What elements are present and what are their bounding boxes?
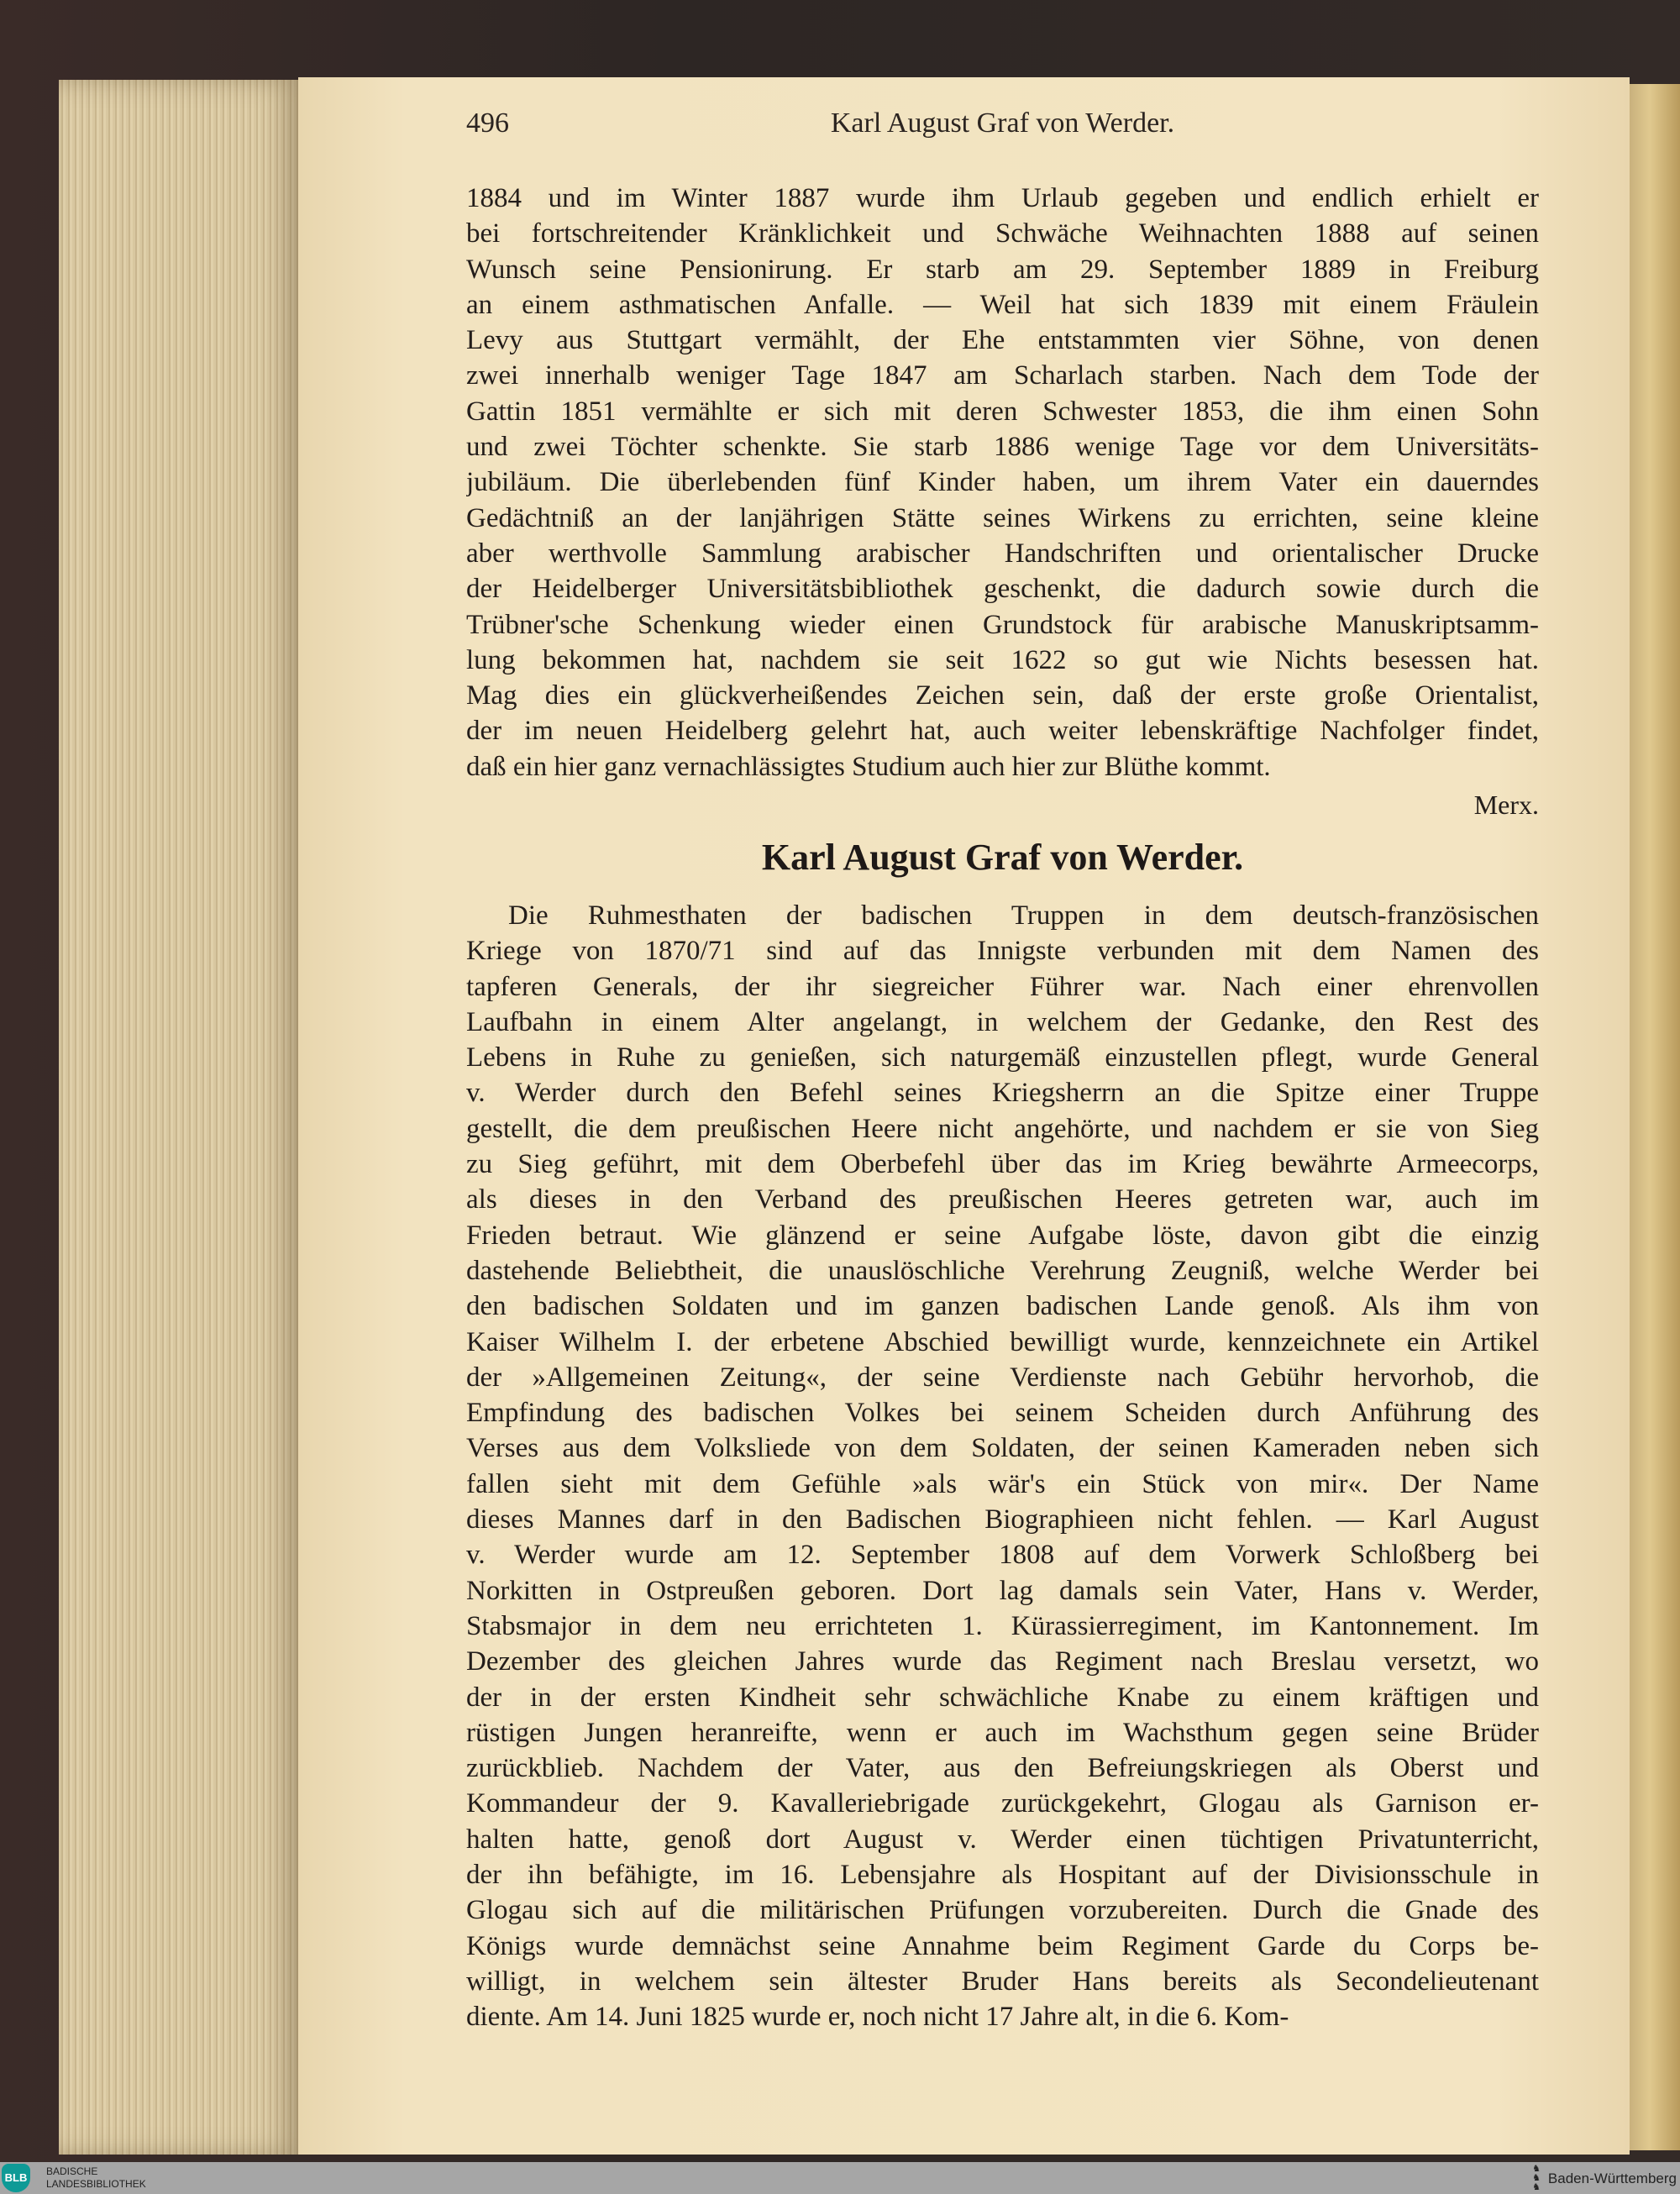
running-header [466,108,1539,150]
text-line: dieses Mannes darf in den Badischen Biographieen nicht fehlen. — Karl August [466,1504,1539,1535]
text-line: Mag dies ein glückverheißendes Zeichen sein, daß der erste große Orientalist, [466,680,1539,711]
text-line: Königs wurde demnächst seine Annahme beim Regiment Garde du Corps be- [466,1930,1539,1961]
right-page-edge [1630,84,1680,2150]
lion-icon: ♞ ♞ ♞ [1532,2163,1541,2192]
page-number: 496 [466,108,509,139]
text-line: der Heidelberger Universitätsbibliothek geschenkt, die dadurch sowie durch die [466,574,1539,605]
text-line: tapferen Generals, der ihr siegreicher Führer war. Nach einer ehrenvollen [466,971,1539,1002]
text-line: rüstigen Jungen heranreifte, wenn er auch im Wachsthum gegen seine Brüder [466,1717,1539,1748]
running-title: Karl August Graf von Werder. [830,108,1175,139]
text-line: Verses aus dem Volksliede von dem Soldaten, der seinen Kameraden neben sich [466,1433,1539,1464]
text-line: gestellt, die dem preußischen Heere nicht angehörte, und nachdem er sie von Sieg [466,1113,1539,1144]
section-1-text [466,181,1539,785]
text-line: willigt, in welchem sein ältester Bruder Hans bereits als Secondelieutenant [466,1966,1539,1997]
text-line: zwei innerhalb weniger Tage 1847 am Scharlach starben. Nach dem Tode der [466,360,1539,391]
article-title: Karl August Graf von Werder. [761,837,1244,878]
state-logo-text: Baden-Württemberg [1547,2170,1677,2186]
text-line: an einem asthmatischen Anfalle. — Weil hat sich 1839 mit einem Fräulein [466,289,1539,320]
text-line: und zwei Töchter schenkte. Sie starb 1886 wenige Tage vor dem Universitäts- [466,432,1539,463]
text-line: als dieses in den Verband des preußischen Heeres getreten war, auch im [466,1184,1539,1215]
text-line: zu Sieg geführt, mit dem Oberbefehl über das im Krieg bewährte Armeecorps, [466,1149,1539,1180]
text-line: jubiläum. Die überlebenden fünf Kinder haben, um ihrem Vater ein dauerndes [466,467,1539,498]
text-line: lung bekommen hat, nachdem sie seit 1622 so gut wie Nichts besessen hat. [466,644,1539,675]
text-line: Dezember des gleichen Jahres wurde das Regiment nach Breslau versetzt, wo [466,1646,1539,1677]
text-line: Kaiser Wilhelm I. der erbetene Abschied bewilligt wurde, kennzeichnete ein Artikel [466,1326,1539,1357]
text-line: v. Werder wurde am 12. September 1808 auf dem Vorwerk Schloßberg bei [466,1540,1539,1571]
footer-bar [0,2162,1680,2194]
text-line: Laufbahn in einem Alter angelangt, in welchem der Gedanke, den Rest des [466,1006,1539,1037]
text-line: halten hatte, genoß dort August v. Werder einen tüchtigen Privatunterricht, [466,1824,1539,1855]
text-line: Gattin 1851 vermählte er sich mit deren Schwester 1853, die ihm einen Sohn [466,396,1539,427]
text-line: Norkitten in Ostpreußen geboren. Dort lag damals sein Vater, Hans v. Werder, [466,1575,1539,1606]
page-edges [59,80,302,2155]
text-line: Stabsmajor in dem neu errichteten 1. Kürassierregiment, im Kantonnement. Im [466,1610,1539,1641]
text-line: den badischen Soldaten und im ganzen badischen Lande genoß. Als ihm von [466,1291,1539,1322]
text-line: Kriege von 1870/71 sind auf das Innigste verbunden mit dem Namen des [466,936,1539,967]
text-line: dastehende Beliebtheit, die unauslöschliche Verehrung Zeugniß, welche Werder bei [466,1255,1539,1286]
text-line: der »Allgemeinen Zeitung«, der seine Verdienste nach Gebühr hervorhob, die [466,1362,1539,1393]
text-line: Trübner'sche Schenkung wieder einen Grundstock für arabische Manuskriptsamm- [466,609,1539,640]
text-line: diente. Am 14. Juni 1825 wurde er, noch nicht 17 Jahre alt, in die 6. Kom- [466,2002,1289,2033]
text-line: Gedächtniß an der lanjährigen Stätte seines Wirkens zu errichten, seine kleine [466,502,1539,533]
section-2-text [466,898,1539,2035]
text-line: bei fortschreitender Kränklichkeit und Schwäche Weihnachten 1888 auf seinen [466,218,1539,249]
blb-logo: BLB [2,2164,30,2192]
text-line: Die Ruhmesthaten der badischen Truppen in dem deutsch-französischen [508,900,1539,931]
text-line: der in der ersten Kindheit sehr schwächliche Knabe zu einem kräftigen und [466,1682,1539,1713]
text-line: der ihn befähigte, im 16. Lebensjahre als Hospitant auf der Divisionsschule in [466,1860,1539,1891]
text-line: der im neuen Heidelberg gelehrt hat, auch weiter lebenskräftige Nachfolger findet, [466,716,1539,747]
library-name [46,2165,146,2191]
text-line: v. Werder durch den Befehl seines Kriegsherrn an die Spitze einer Truppe [466,1078,1539,1109]
text-line: Empfindung des badischen Volkes bei seinem Scheiden durch Anführung des [466,1398,1539,1429]
library-name-line1: BADISCHE [46,2165,98,2177]
text-line: fallen sieht mit dem Gefühle »als wär's ein Stück von mir«. Der Name [466,1468,1539,1499]
text-line: Glogau sich auf die militärischen Prüfungen vorzubereiten. Durch die Gnade des [466,1895,1539,1926]
text-line: Frieden betraut. Wie glänzend er seine Aufgabe löste, davon gibt die einzig [466,1220,1539,1251]
text-line: aber werthvolle Sammlung arabischer Handschriften und orientalischer Drucke [466,538,1539,569]
text-line: Lebens in Ruhe zu genießen, sich naturgemäß einzustellen pflegt, wurde General [466,1042,1539,1073]
text-line: Kommandeur der 9. Kavalleriebrigade zurückgekehrt, Glogau als Garnison er- [466,1788,1539,1819]
text-line: daß ein hier ganz vernachlässigtes Studium auch hier zur Blüthe kommt. [466,751,1271,782]
author-signature: Merx. [1473,790,1539,820]
text-line: 1884 und im Winter 1887 wurde ihm Urlaub gegeben und endlich erhielt er [466,183,1539,213]
text-line: zurückblieb. Nachdem der Vater, aus den Befreiungskriegen als Oberst und [466,1753,1539,1784]
library-name-line2: LANDESBIBLIOTHEK [46,2178,146,2190]
text-line: Wunsch seine Pensionirung. Er starb am 29. September 1889 in Freiburg [466,254,1539,285]
text-line: Levy aus Stuttgart vermählt, der Ehe entstammten vier Söhne, von denen [466,325,1539,356]
